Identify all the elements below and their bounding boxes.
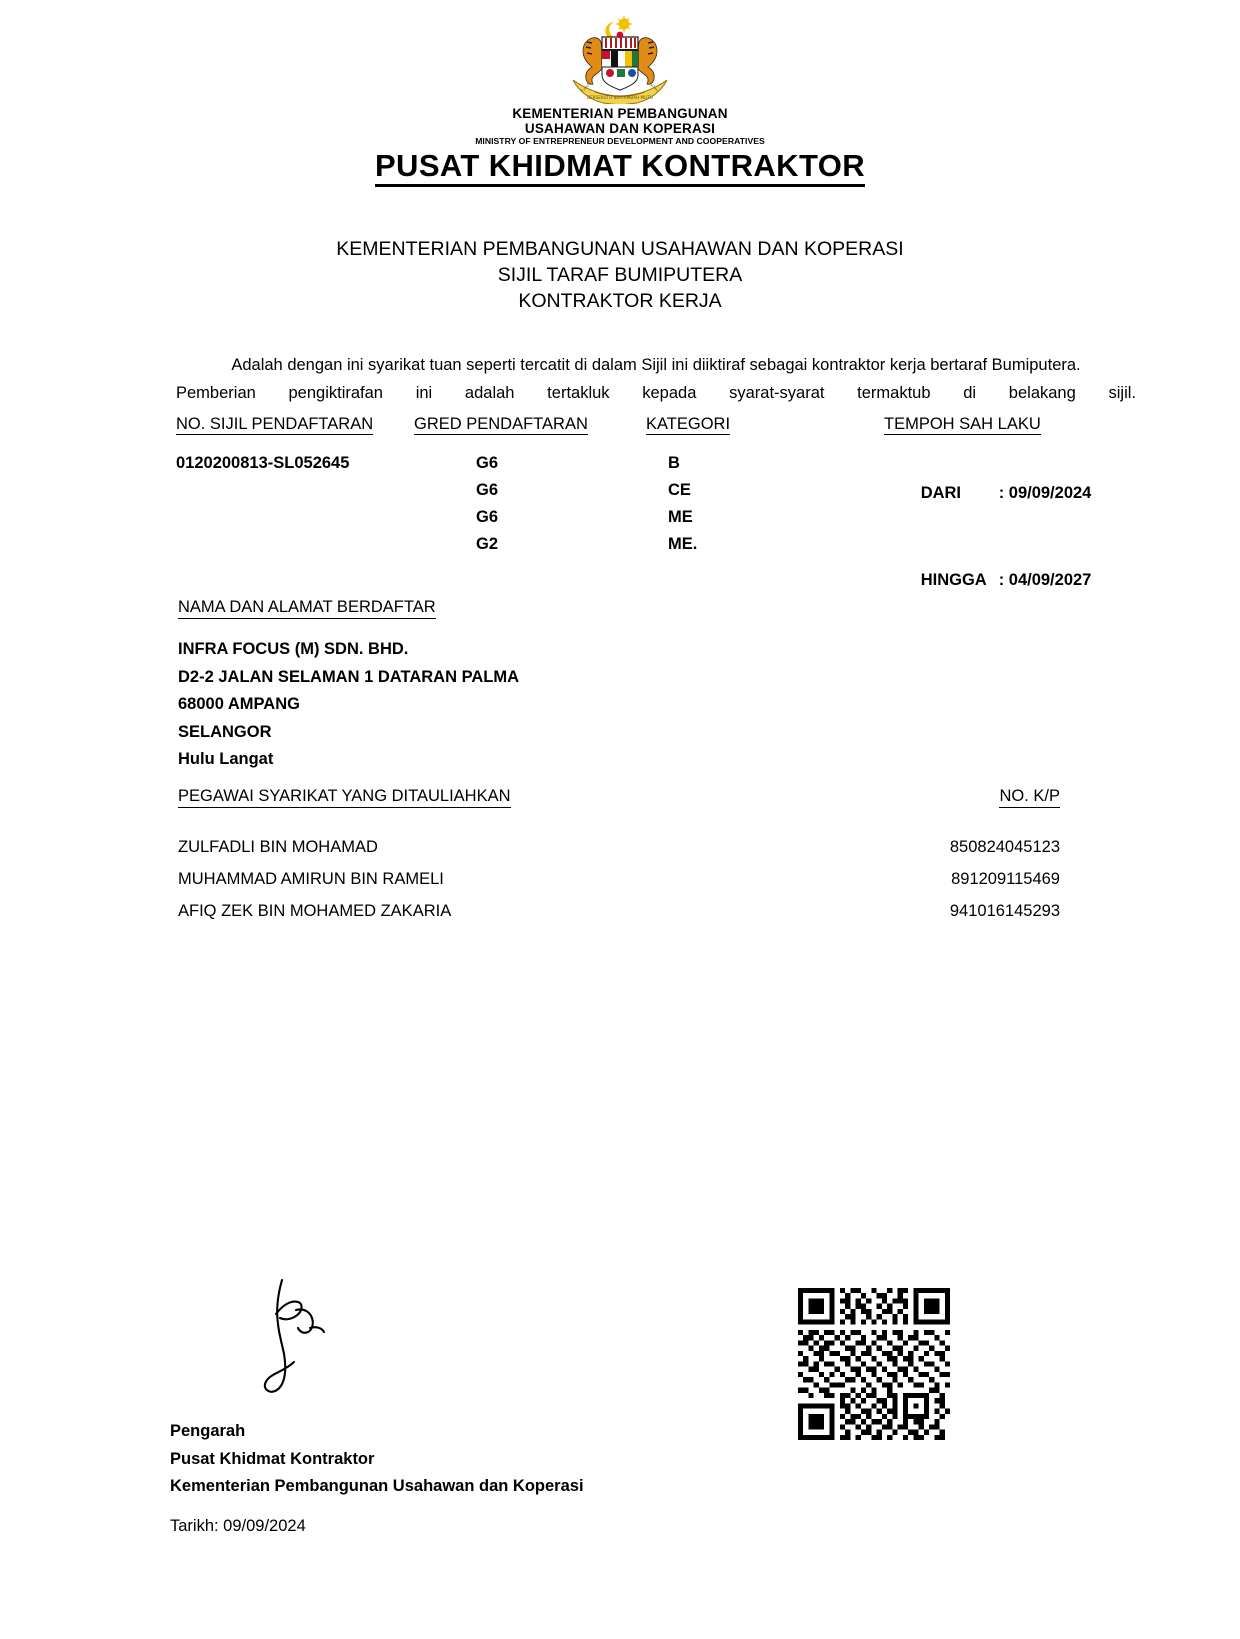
page-title <box>0 148 1240 184</box>
intro-line1: Adalah dengan ini syarikat tuan seperti tercatit di dalam Sijil ini diiktiraf sebagai kontraktor kerja bertaraf Bumiputera. <box>231 356 1081 374</box>
table-row: G6 <box>476 481 499 499</box>
officer-ic: 941016145293 <box>949 902 1060 920</box>
validity-to-value: : 04/09/2027 <box>998 571 1092 589</box>
company-name: INFRA FOCUS (M) SDN. BHD. <box>178 640 409 658</box>
qr-code-icon <box>798 1288 950 1440</box>
intro-paragraph <box>176 352 1136 406</box>
ministry-header <box>0 8 1240 147</box>
signatory-title: Pengarah <box>170 1422 246 1440</box>
page-title-text: PUSAT KHIDMAT KONTRAKTOR <box>375 148 865 187</box>
table-row: G6 <box>476 454 499 472</box>
table-row: B <box>668 454 680 472</box>
officer-ic: 850824045123 <box>949 838 1060 856</box>
subheading-line3: KONTRAKTOR KERJA <box>518 290 722 312</box>
table-row: CE <box>668 481 691 499</box>
intro-line2: Pemberian pengiktirafan ini adalah tertakluk kepada syarat-syarat termaktub di belakang sijil. <box>176 384 1136 402</box>
ministry-name <box>0 106 1240 136</box>
registration-table-header <box>176 415 1096 434</box>
signatory-ministry: Kementerian Pembangunan Usahawan dan Koperasi <box>170 1477 584 1495</box>
authorised-officers-header <box>178 787 1060 808</box>
column-header-sijil <box>176 415 414 434</box>
ministry-name-line2: USAHAWAN DAN KOPERASI <box>524 121 716 137</box>
table-row: G6 <box>476 508 499 526</box>
column-header-sijil-label: NO. SIJIL PENDAFTARAN <box>176 415 374 433</box>
table-row <box>178 895 1060 927</box>
column-header-kategori <box>646 415 884 434</box>
ministry-name-english: MINISTRY OF ENTREPRENEUR DEVELOPMENT AND COOPERATIVES <box>475 136 765 147</box>
authorised-officers-rows <box>178 831 1060 927</box>
address-line-2: 68000 AMPANG <box>178 695 300 713</box>
officer-name: AFIQ ZEK BIN MOHAMED ZAKARIA <box>178 902 452 920</box>
issue-date: Tarikh: 09/09/2024 <box>170 1516 306 1535</box>
validity-from-row <box>884 450 1096 537</box>
column-header-tempoh <box>884 415 1096 434</box>
authorised-officers-label: PEGAWAI SYARIKAT YANG DITAULIAHKAN <box>178 787 511 808</box>
address-line-3: SELANGOR <box>178 722 272 741</box>
validity-column <box>884 450 1096 624</box>
table-row <box>178 831 1060 863</box>
handwritten-signature-icon <box>226 1272 426 1412</box>
malaysia-coat-of-arms-icon <box>0 8 1240 104</box>
sijil-number-value: 0120200813-SL052645 <box>176 454 350 472</box>
svg-text:BERSEKUTU BERTAMBAH MUTU: BERSEKUTU BERTAMBAH MUTU <box>587 95 653 100</box>
address-line-1: D2-2 JALAN SELAMAN 1 DATARAN PALMA <box>178 667 520 686</box>
svg-text:بسكتو: بسكتو <box>649 82 660 92</box>
column-header-gred-label: GRED PENDAFTARAN <box>414 415 588 433</box>
authorised-officers-block <box>178 787 1060 927</box>
signature-footer <box>170 1418 584 1536</box>
registered-address-lines <box>178 636 519 774</box>
registered-address-label: NAMA DAN ALAMAT BERDAFTAR <box>178 598 436 619</box>
officer-name: MUHAMMAD AMIRUN BIN RAMELI <box>178 870 444 888</box>
svg-text:المليزيا: المليزيا <box>580 82 591 93</box>
subheading-line2: SIJIL TARAF BUMIPUTERA <box>497 264 743 286</box>
ic-number-label: NO. K/P <box>999 787 1060 808</box>
ministry-name-line1: KEMENTERIAN PEMBANGUNAN <box>512 106 728 121</box>
table-row <box>178 863 1060 895</box>
registered-address-block <box>178 598 519 774</box>
registration-table <box>176 415 1096 624</box>
column-header-kategori-label: KATEGORI <box>646 415 731 433</box>
table-row: ME <box>668 508 693 526</box>
address-line-4: Hulu Langat <box>178 750 274 768</box>
table-row: G2 <box>476 535 499 553</box>
validity-to-label: HINGGA <box>920 571 987 589</box>
validity-from-label: DARI <box>920 484 962 502</box>
validity-to-row <box>884 537 1096 624</box>
table-row: ME. <box>668 535 698 553</box>
column-header-gred <box>414 415 646 434</box>
kategori-column <box>646 450 884 624</box>
officer-name: ZULFADLI BIN MOHAMAD <box>178 838 378 856</box>
subheading-block <box>0 236 1240 314</box>
subheading-line1: KEMENTERIAN PEMBANGUNAN USAHAWAN DAN KOPERASI <box>336 238 904 260</box>
signatory-department: Pusat Khidmat Kontraktor <box>170 1449 375 1468</box>
officer-ic: 891209115469 <box>951 870 1060 888</box>
column-header-tempoh-label: TEMPOH SAH LAKU <box>884 415 1041 433</box>
validity-from-value: : 09/09/2024 <box>998 484 1092 502</box>
